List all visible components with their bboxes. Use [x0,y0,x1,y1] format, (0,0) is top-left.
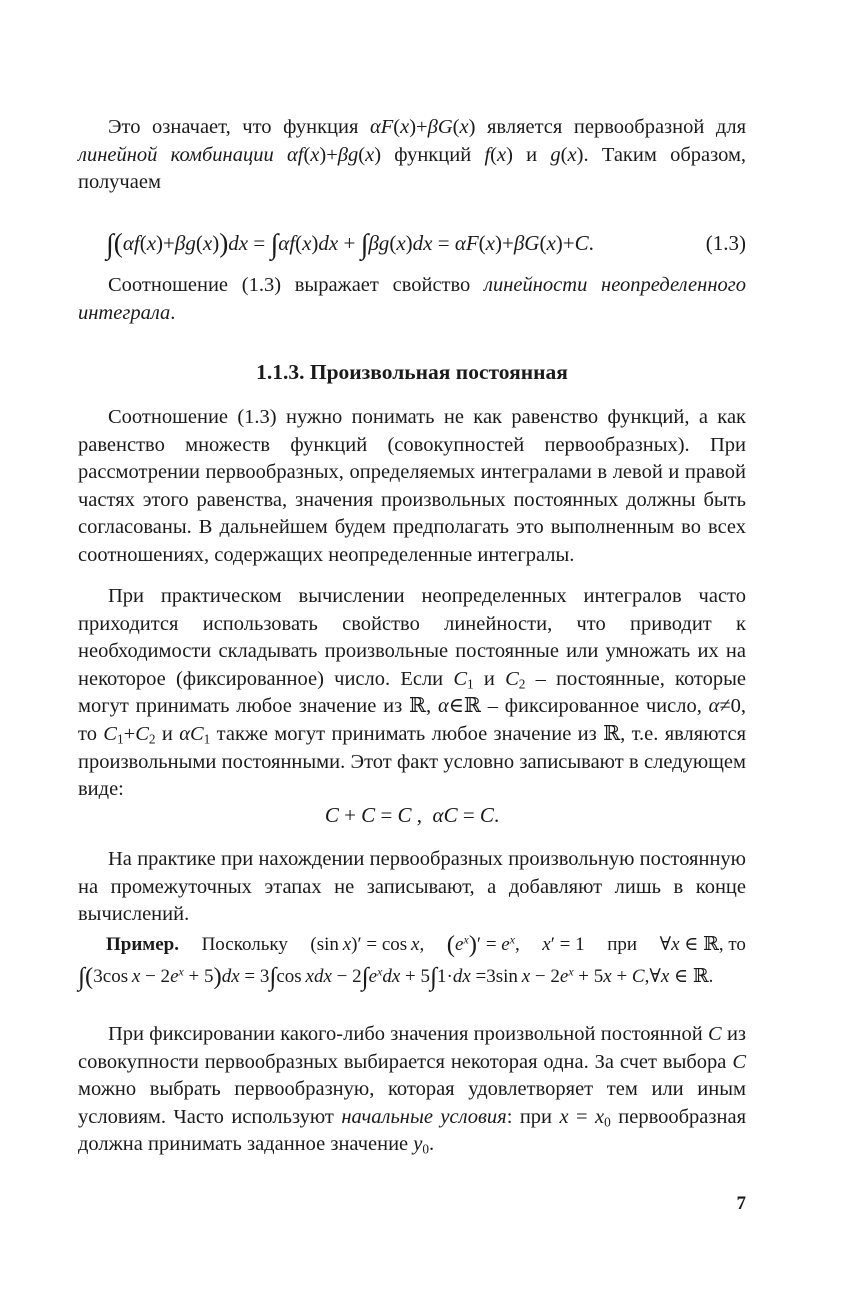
section-heading: 1.1.3. Произвольная постоянная [256,360,568,384]
paragraph-linear-combination: Это означает, что функция αF(x)+βG(x) является первообразной для линейной комбинации αf(x)+βg(x) функций f(x) и g(x). Таким образом, получаем [78,116,747,194]
paragraph-practice: На практике при нахождении первообразных произвольную постоянную на промежуточных этапах не записывают, а добавляют лишь в конце вычислений. [78,848,746,926]
example-block: Пример. Поскольку (sin x)′ = cos x, $(e^x)' = e^x$, x′ = 1 при ∀x ∈ ℝ, то ∫(3cos $x - 2e^x + 5)dx = 3\int\cos$ xdx − $2\int e^xdx + 5\int 1\cdot dx =3\sin$ $x - 2e^x + 5x$ + C,∀x ∈ ℝ. [78,931,746,992]
equation-number: (1.3) [705,231,746,255]
paragraph-initial-conditions: При фиксировании какого-либо значения произвольной постоянной C из совокупности первообразных выбирается некоторая одна. За счет выбора C можно выбрать первообразную, которая удовлетворяет тем или иным условиям. Часто используют начальные условия: при $x = x_0$ первообразная должна принимать заданное значение $y_0$. [78,1023,747,1157]
paragraph-arbitrary-constants: При практическом вычислении неопределенных интегралов часто приходится использовать свойство линейности, что приводит к необходимости складывать произвольные постоянные или умножать их на некоторое (фиксированное) число. Если $C_1$ и $C_2$ – постоянные, которые могут принимать любое значение из ℝ, α∈ℝ – фиксированное число, α≠0, то $C_1+C_2$ и $\alpha C_1$ также могут принимать любое значение из ℝ, т.е. являются произвольными постоянными. Этот факт условно записывают в следующем виде: [78,585,747,801]
paragraph-linearity-property: Соотношение (1.3) выражает свойство линейности неопределенного интеграла. [78,274,746,324]
formula-constant-rules: C + C = C , αC = C. [324,803,500,827]
paragraph-equality-of-sets: Соотношение (1.3) нужно понимать не как равенство функций, а как равенство множеств функций (совокупностей первообразных). При рассмотрении первообразных, определяемых интегралами в левой и правой частях этого равенства, значения произвольных постоянных должны быть согласованы. В дальнейшем будем предполагать это выполненным во всех соотношениях, содержащих неопределенные интегралы. [78,406,746,566]
page-number: 7 [736,1193,746,1214]
formula-linearity: ∫(αf(x)+βg(x))dx = ∫αf(x)dx + ∫βg(x)dx = αF(x)+βG(x)+C. (1.3) [106,228,746,261]
example-label: Пример. [106,934,179,955]
